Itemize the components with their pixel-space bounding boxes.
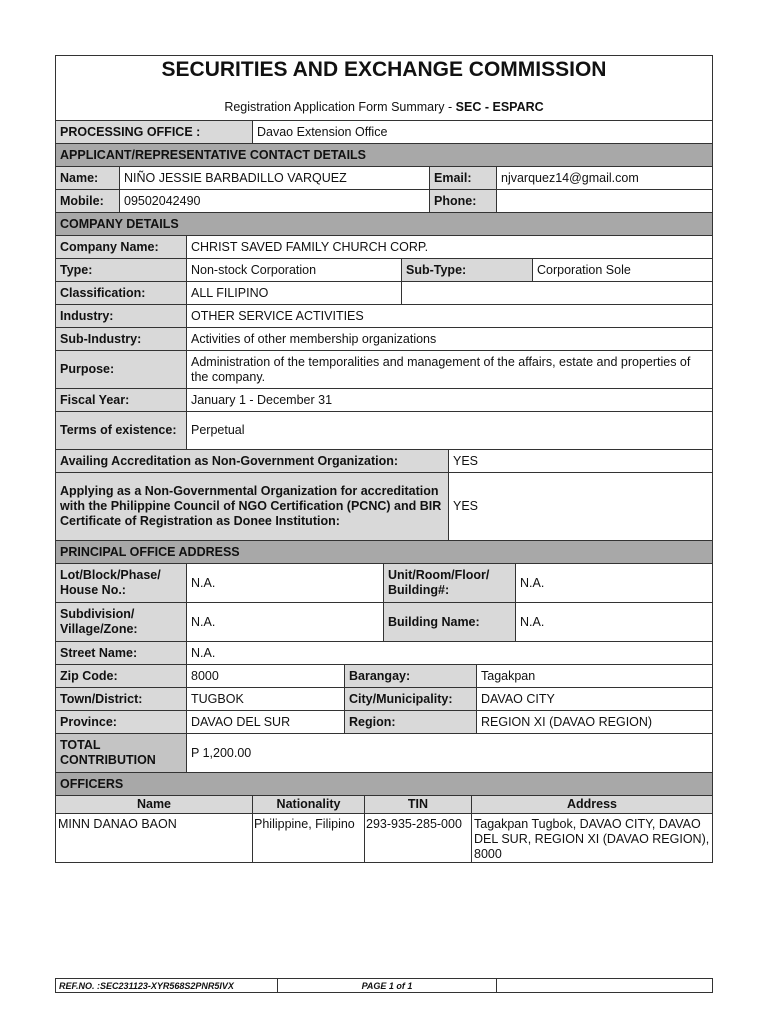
industry-label: Industry:: [56, 305, 187, 327]
lot-value: N.A.: [187, 564, 384, 602]
processing-office-value: Davao Extension Office: [257, 124, 388, 139]
page-number: PAGE 1 of 1: [278, 979, 497, 992]
region-label: Region:: [345, 711, 477, 733]
registration-form: [55, 55, 713, 863]
fiscal-year-label: Fiscal Year:: [56, 389, 187, 411]
subtype-label: Sub-Type:: [402, 259, 533, 281]
company-subtype: Corporation Sole: [537, 262, 631, 277]
subdivision-row: [56, 602, 712, 641]
contact-mobile-row: [56, 189, 712, 212]
subtitle-text: Registration Application Form Summary -: [224, 100, 456, 114]
subindustry-label: Sub-Industry:: [56, 328, 187, 350]
officer-tin: 293-935-285-000: [365, 814, 472, 863]
town-label: Town/District:: [56, 688, 187, 710]
zip-value: 8000: [187, 665, 345, 687]
applicant-name: NIÑO JESSIE BARBADILLO VARQUEZ: [120, 167, 430, 189]
unit-value: N.A.: [520, 575, 545, 590]
officer-name: MINN DANAO BAON: [56, 814, 253, 863]
mobile-label: Mobile:: [56, 190, 120, 212]
ngo-accreditation-value: YES: [453, 453, 479, 468]
ngo-accreditation-label: Availing Accreditation as Non-Government Organization:: [56, 450, 449, 472]
province-value: DAVAO DEL SUR: [187, 711, 345, 733]
subindustry-row: [56, 327, 712, 350]
phone-label: Phone:: [430, 190, 497, 212]
contact-section-title: APPLICANT/REPRESENTATIVE CONTACT DETAILS: [56, 144, 712, 166]
classification-empty-cell: [402, 282, 712, 304]
zip-label: Zip Code:: [56, 665, 187, 687]
page-footer: [55, 978, 713, 993]
processing-office-row: [56, 120, 712, 143]
type-label: Type:: [56, 259, 187, 281]
province-row: [56, 710, 712, 733]
officers-section-header: [56, 772, 712, 795]
region-value: REGION XI (DAVAO REGION): [481, 714, 653, 729]
street-row: [56, 641, 712, 664]
contribution-row: [56, 733, 712, 772]
officers-col-address: Address: [472, 796, 712, 813]
officers-col-tin: TIN: [365, 796, 472, 813]
purpose-value: Administration of the temporalities and management of the affairs, estate and properties of the company.: [191, 354, 691, 384]
subtitle-bold: SEC - ESPARC: [455, 100, 544, 114]
contribution-value: P 1,200.00: [191, 745, 252, 760]
subdivision-value: N.A.: [187, 603, 384, 641]
company-name: CHRIST SAVED FAMILY CHURCH CORP.: [191, 239, 429, 254]
zip-row: [56, 664, 712, 687]
barangay-label: Barangay:: [345, 665, 477, 687]
industry-row: [56, 304, 712, 327]
lot-label: Lot/Block/Phase/ House No.:: [56, 564, 187, 602]
street-value: N.A.: [191, 645, 216, 660]
page-title: SECURITIES AND EXCHANGE COMMISSION: [161, 58, 607, 81]
officers-col-nationality: Nationality: [253, 796, 365, 813]
classification-value: ALL FILIPINO: [187, 282, 402, 304]
pcnc-value: YES: [453, 499, 479, 513]
pcnc-row: [56, 472, 712, 540]
classification-label: Classification:: [56, 282, 187, 304]
city-value: DAVAO CITY: [481, 691, 555, 706]
terms-row: [56, 411, 712, 449]
company-name-row: [56, 235, 712, 258]
company-type: Non-stock Corporation: [187, 259, 402, 281]
province-label: Province:: [56, 711, 187, 733]
reference-number: REF.NO. :SEC231123-XYR568S2PNR5IVX: [56, 979, 278, 992]
terms-value: Perpetual: [191, 423, 245, 437]
officers-col-name: Name: [56, 796, 253, 813]
officers-table-header: [56, 795, 712, 813]
building-label: Building Name:: [384, 603, 516, 641]
subdivision-label: Subdivision/ Village/Zone:: [56, 603, 187, 641]
ngo-accreditation-row: [56, 449, 712, 472]
purpose-row: [56, 350, 712, 388]
pcnc-label: Applying as a Non-Governmental Organization for accreditation with the Philippine Council of NGO Certification (PCNC) and BIR Certificate of Registration as Donee Institution:: [56, 473, 449, 540]
applicant-phone: [497, 190, 712, 212]
contact-section-header: [56, 143, 712, 166]
subindustry-value: Activities of other membership organizations: [191, 331, 437, 346]
table-row: [56, 813, 712, 863]
officers-section-title: OFFICERS: [56, 773, 712, 795]
terms-label: Terms of existence:: [56, 412, 187, 449]
fiscal-year-value: January 1 - December 31: [191, 392, 333, 407]
applicant-email: njvarquez14@gmail.com: [501, 170, 639, 185]
company-section-header: [56, 212, 712, 235]
contact-name-row: [56, 166, 712, 189]
city-label: City/Municipality:: [345, 688, 477, 710]
processing-office-label: PROCESSING OFFICE :: [56, 121, 253, 143]
form-subtitle: [56, 100, 712, 114]
address-section-title: PRINCIPAL OFFICE ADDRESS: [56, 541, 712, 563]
purpose-label: Purpose:: [56, 351, 187, 388]
officer-nationality: Philippine, Filipino: [253, 814, 365, 863]
classification-row: [56, 281, 712, 304]
building-value: N.A.: [520, 614, 545, 629]
email-label: Email:: [430, 167, 497, 189]
barangay-value: Tagakpan: [481, 668, 536, 683]
contribution-label: TOTAL CONTRIBUTION: [56, 734, 187, 772]
applicant-mobile: 09502042490: [120, 190, 430, 212]
industry-value: OTHER SERVICE ACTIVITIES: [191, 308, 364, 323]
name-label: Name:: [56, 167, 120, 189]
company-section-title: COMPANY DETAILS: [56, 213, 712, 235]
lot-row: [56, 563, 712, 602]
footer-empty-cell: [497, 979, 712, 992]
company-type-row: [56, 258, 712, 281]
unit-label: Unit/Room/Floor/ Building#:: [384, 564, 516, 602]
officer-address: Tagakpan Tugbok, DAVAO CITY, DAVAO DEL SUR, REGION XI (DAVAO REGION), 8000: [474, 817, 710, 861]
address-section-header: [56, 540, 712, 563]
town-row: [56, 687, 712, 710]
street-label: Street Name:: [56, 642, 187, 664]
fiscal-year-row: [56, 388, 712, 411]
town-value: TUGBOK: [187, 688, 345, 710]
company-name-label: Company Name:: [56, 236, 187, 258]
